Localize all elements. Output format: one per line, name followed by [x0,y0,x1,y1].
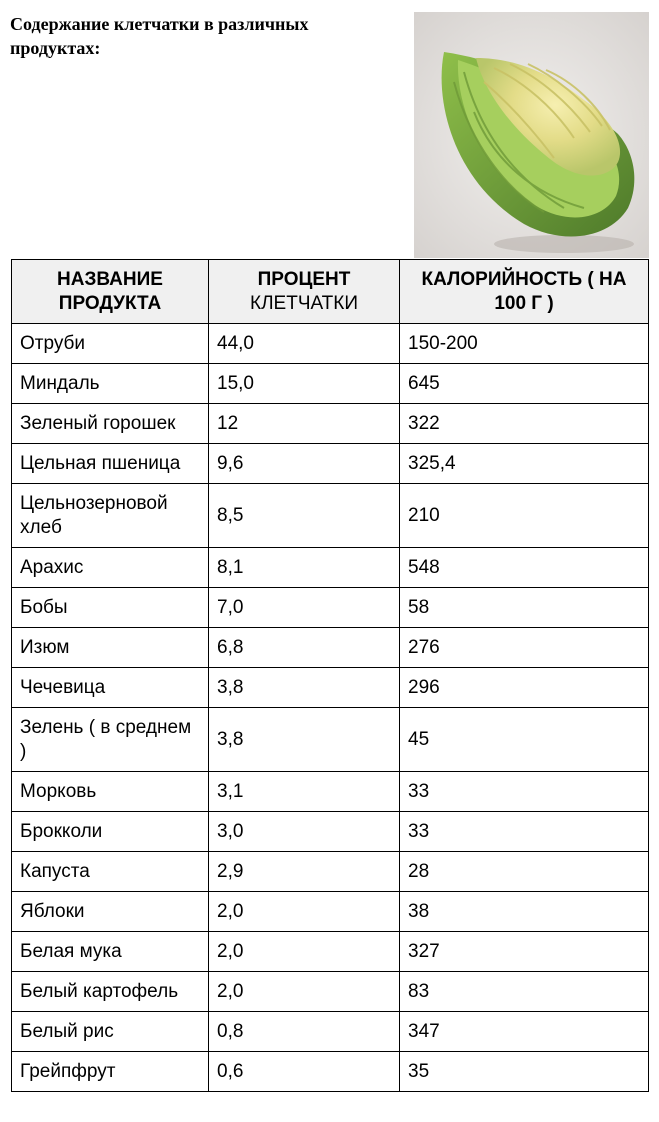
fiber-percent-cell: 6,8 [209,628,400,668]
calories-cell: 83 [400,972,649,1012]
product-name-cell: Миндаль [12,364,209,404]
table-row [12,588,649,628]
fiber-percent-cell: 44,0 [209,324,400,364]
calories-cell: 276 [400,628,649,668]
calories-cell: 58 [400,588,649,628]
header-product [12,260,209,324]
table-row [12,484,649,548]
calories-cell: 33 [400,812,649,852]
calories-cell: 327 [400,932,649,972]
calories-cell: 296 [400,668,649,708]
product-name-cell: Белый картофель [12,972,209,1012]
product-name-cell: Яблоки [12,892,209,932]
table-row [12,852,649,892]
fiber-percent-cell: 8,5 [209,484,400,548]
table-row [12,972,649,1012]
fiber-percent-cell: 0,8 [209,1012,400,1052]
product-name-cell: Белая мука [12,932,209,972]
fiber-percent-cell: 15,0 [209,364,400,404]
product-name-cell: Зелень ( в среднем ) [12,708,209,772]
fiber-table [11,259,649,1092]
table-row [12,324,649,364]
lettuce-image [414,12,649,258]
fiber-percent-cell: 3,8 [209,708,400,772]
fiber-percent-cell: 9,6 [209,444,400,484]
product-name-cell: Изюм [12,628,209,668]
table-row [12,892,649,932]
fiber-percent-cell: 2,9 [209,852,400,892]
lettuce-half-icon [414,12,649,258]
fiber-percent-cell: 2,0 [209,892,400,932]
table-row [12,772,649,812]
product-name-cell: Белый рис [12,1012,209,1052]
product-name-cell: Брокколи [12,812,209,852]
calories-cell: 325,4 [400,444,649,484]
product-name-cell: Морковь [12,772,209,812]
fiber-percent-cell: 12 [209,404,400,444]
table-row [12,812,649,852]
product-name-cell: Арахис [12,548,209,588]
calories-cell: 28 [400,852,649,892]
header-percent [209,260,400,324]
table-row [12,628,649,668]
fiber-percent-cell: 0,6 [209,1052,400,1092]
table-row [12,1012,649,1052]
table-row [12,708,649,772]
product-name-cell: Бобы [12,588,209,628]
table-row [12,932,649,972]
header-percent-sublabel: КЛЕТЧАТКИ [250,292,358,314]
calories-cell: 38 [400,892,649,932]
calories-cell: 347 [400,1012,649,1052]
header-percent-label: ПРОЦЕНТ [257,268,351,290]
calories-cell: 322 [400,404,649,444]
calories-cell: 45 [400,708,649,772]
product-name-cell: Капуста [12,852,209,892]
header-calories [400,260,649,324]
fiber-percent-cell: 3,8 [209,668,400,708]
product-name-cell: Отруби [12,324,209,364]
product-name-cell: Зеленый горошек [12,404,209,444]
table-row [12,548,649,588]
table-row [12,364,649,404]
fiber-percent-cell: 8,1 [209,548,400,588]
table-row [12,404,649,444]
fiber-percent-cell: 3,1 [209,772,400,812]
page-title: Содержание клетчатки в различных продуктах: [10,14,309,58]
calories-cell: 645 [400,364,649,404]
product-name-cell: Цельнозерновой хлеб [12,484,209,548]
fiber-percent-cell: 3,0 [209,812,400,852]
fiber-percent-cell: 2,0 [209,932,400,972]
calories-cell: 548 [400,548,649,588]
product-name-cell: Грейпфрут [12,1052,209,1092]
header-product-label: НАЗВАНИЕ ПРОДУКТА [57,268,163,314]
header-calories-label: КАЛОРИЙНОСТЬ ( НА 100 Г ) [421,268,627,314]
product-name-cell: Цельная пшеница [12,444,209,484]
calories-cell: 210 [400,484,649,548]
table-row [12,668,649,708]
fiber-percent-cell: 7,0 [209,588,400,628]
table-header-row [12,260,649,324]
calories-cell: 150-200 [400,324,649,364]
calories-cell: 35 [400,1052,649,1092]
fiber-percent-cell: 2,0 [209,972,400,1012]
table-row [12,444,649,484]
product-name-cell: Чечевица [12,668,209,708]
table-row [12,1052,649,1092]
calories-cell: 33 [400,772,649,812]
